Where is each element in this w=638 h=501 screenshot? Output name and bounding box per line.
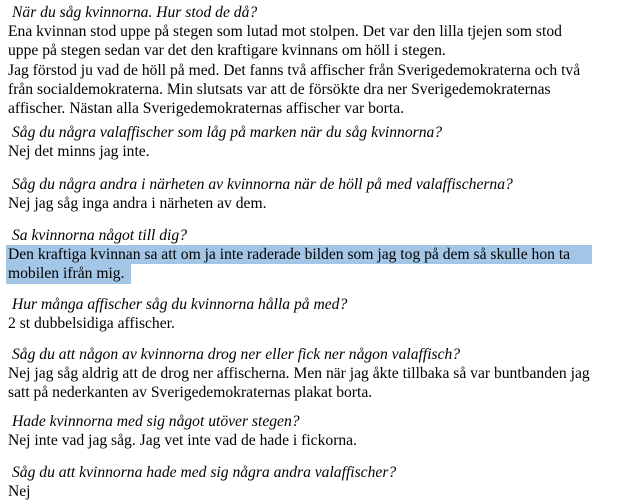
answer-3-line-1: Nej jag såg inga andra i närheten av dem. [8,195,267,213]
answer-4-line-1: Den kraftiga kvinnan sa att om ja inte raderade bilden som jag tog på dem så skulle hon ta [6,245,592,264]
qa-block-1 [8,3,630,118]
answer-1-line-4: från socialdemokraterna. Min slutsats var att de försökte dra ner Sverigedemokraternas [8,80,551,98]
answer-6-line-2: satt på nederkanten av Sverigedemokraternas plakat borta. [8,384,373,402]
question-7: Hade kvinnorna med sig något utöver stegen? [12,413,300,430]
question-1: När du såg kvinnorna. Hur stod de då? [12,4,258,21]
qa-block-3 [8,175,630,213]
qa-block-5 [8,295,630,333]
question-6: Såg du att någon av kvinnorna drog ner eller fick ner någon valaffisch? [12,346,461,363]
answer-5-line-1: 2 st dubbelsidiga affischer. [8,315,175,333]
question-3: Såg du några andra i närheten av kvinnorna när de höll på med valaffischerna? [12,176,513,193]
qa-block-7 [8,412,630,450]
question-4: Sa kvinnorna något till dig? [12,227,187,244]
answer-1-line-2: uppe på stegen sedan var det den kraftigare kvinnans om höll i stegen. [8,42,446,60]
answer-8-line-1: Nej [8,483,31,501]
answer-1-line-3: Jag förstod ju vad de höll på med. Det fanns två affischer från Sverigedemokraterna och två [8,61,581,79]
answer-1-line-1: Ena kvinnan stod uppe på stegen som lutad mot stolpen. Det var den lilla tjejen som stod [8,23,562,41]
qa-block-8 [8,463,630,501]
answer-4-line-2-wrap [8,264,630,283]
qa-block-6 [8,345,630,403]
answer-4-highlight [8,245,630,264]
question-2: Såg du några valaffischer som låg på marken när du såg kvinnorna? [12,124,443,141]
question-8: Såg du att kvinnorna hade med sig några andra valaffischer? [12,464,397,481]
answer-6-line-1: Nej jag såg aldrig att de drog ner affischerna. Men när jag åkte tillbaka så var buntbanden jag [8,365,590,383]
answer-2-line-1: Nej det minns jag inte. [8,143,150,161]
question-5: Hur många affischer såg du kvinnorna hålla på med? [12,296,348,313]
answer-1-line-5: affischer. Nästan alla Sverigedemokraternas affischer var borta. [8,100,405,118]
answer-4-line-2: mobilen ifrån mig. [6,264,131,283]
answer-7-line-1: Nej inte vad jag såg. Jag vet inte vad de hade i fickorna. [8,432,358,450]
qa-block-4 [8,226,630,284]
qa-block-2 [8,123,630,161]
